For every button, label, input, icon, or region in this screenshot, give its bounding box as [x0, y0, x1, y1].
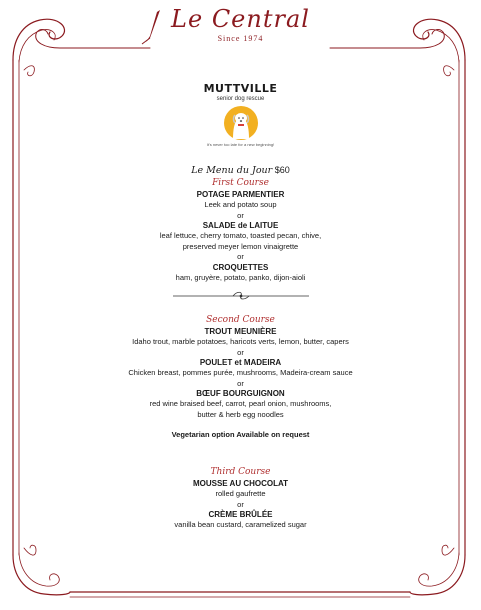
- dish-trout-meuniere: TROUT MEUNIÈRE: [204, 327, 277, 336]
- dish-potage-parmentier: POTAGE PARMENTIER: [196, 190, 285, 199]
- dish-description: red wine braised beef, carrot, pearl onion, mushrooms,: [149, 399, 332, 408]
- dish-description: ham, gruyère, potato, panko, dijon-aioli: [175, 272, 306, 282]
- dish-description: preserved meyer lemon vinaigrette: [182, 241, 299, 251]
- brand-title: Le Central: [171, 5, 310, 33]
- logo-title: MUTTVILLE: [203, 82, 278, 95]
- menu-price: $60: [274, 165, 290, 175]
- or-separator: or: [237, 347, 244, 357]
- dish-mousse-au-chocolat: MOUSSE AU CHOCOLAT: [192, 479, 289, 488]
- second-course-heading: Second Course: [206, 315, 275, 325]
- dish-description: butter & herb egg noodles: [197, 409, 284, 419]
- dish-description: Idaho trout, marble potatoes, haricots verts, lemon, butter, capers: [132, 337, 349, 346]
- header: [0, 4, 481, 43]
- or-separator: or: [237, 378, 244, 388]
- dish-description: vanilla bean custard, caramelized sugar: [174, 520, 307, 529]
- since-label: Since 1974: [217, 34, 264, 43]
- dish-description: Leek and potato soup: [204, 200, 277, 209]
- third-course-heading: Third Course: [210, 467, 271, 477]
- logo-subtitle: senior dog rescue: [216, 96, 265, 102]
- dish-salade-de-laitue: SALADE de LAITUE: [202, 221, 279, 230]
- dish-boeuf-bourguignon: BŒUF BOURGUIGNON: [196, 389, 285, 398]
- or-separator: or: [237, 252, 244, 261]
- or-separator: or: [237, 210, 244, 220]
- dish-description: Chicken breast, pommes purée, mushrooms, Madeira-cream sauce: [128, 368, 353, 377]
- first-course-heading: First Course: [212, 178, 269, 188]
- or-separator: or: [237, 499, 244, 509]
- vegetarian-note: Vegetarian option Available on request: [171, 430, 310, 439]
- dish-poulet-et-madeira: POULET et MADEIRA: [199, 358, 282, 367]
- dish-croquettes: CROQUETTES: [212, 262, 269, 272]
- menu-content: [60, 82, 421, 531]
- logo-tagline: It's never too late for a new beginning!: [206, 142, 275, 147]
- menu-title-script: Le Menu du Jour: [191, 165, 273, 176]
- dish-creme-brulee: CRÈME BRÛLÉE: [208, 510, 273, 519]
- ornamental-divider-icon: [171, 283, 311, 309]
- menu-title: [60, 164, 421, 177]
- muttville-logo: [60, 82, 421, 149]
- dog-sun-logo-icon: [221, 105, 261, 141]
- dish-description: rolled gaufrette: [215, 489, 266, 498]
- dish-description: leaf lettuce, cherry tomato, toasted pecan, chive,: [159, 231, 322, 240]
